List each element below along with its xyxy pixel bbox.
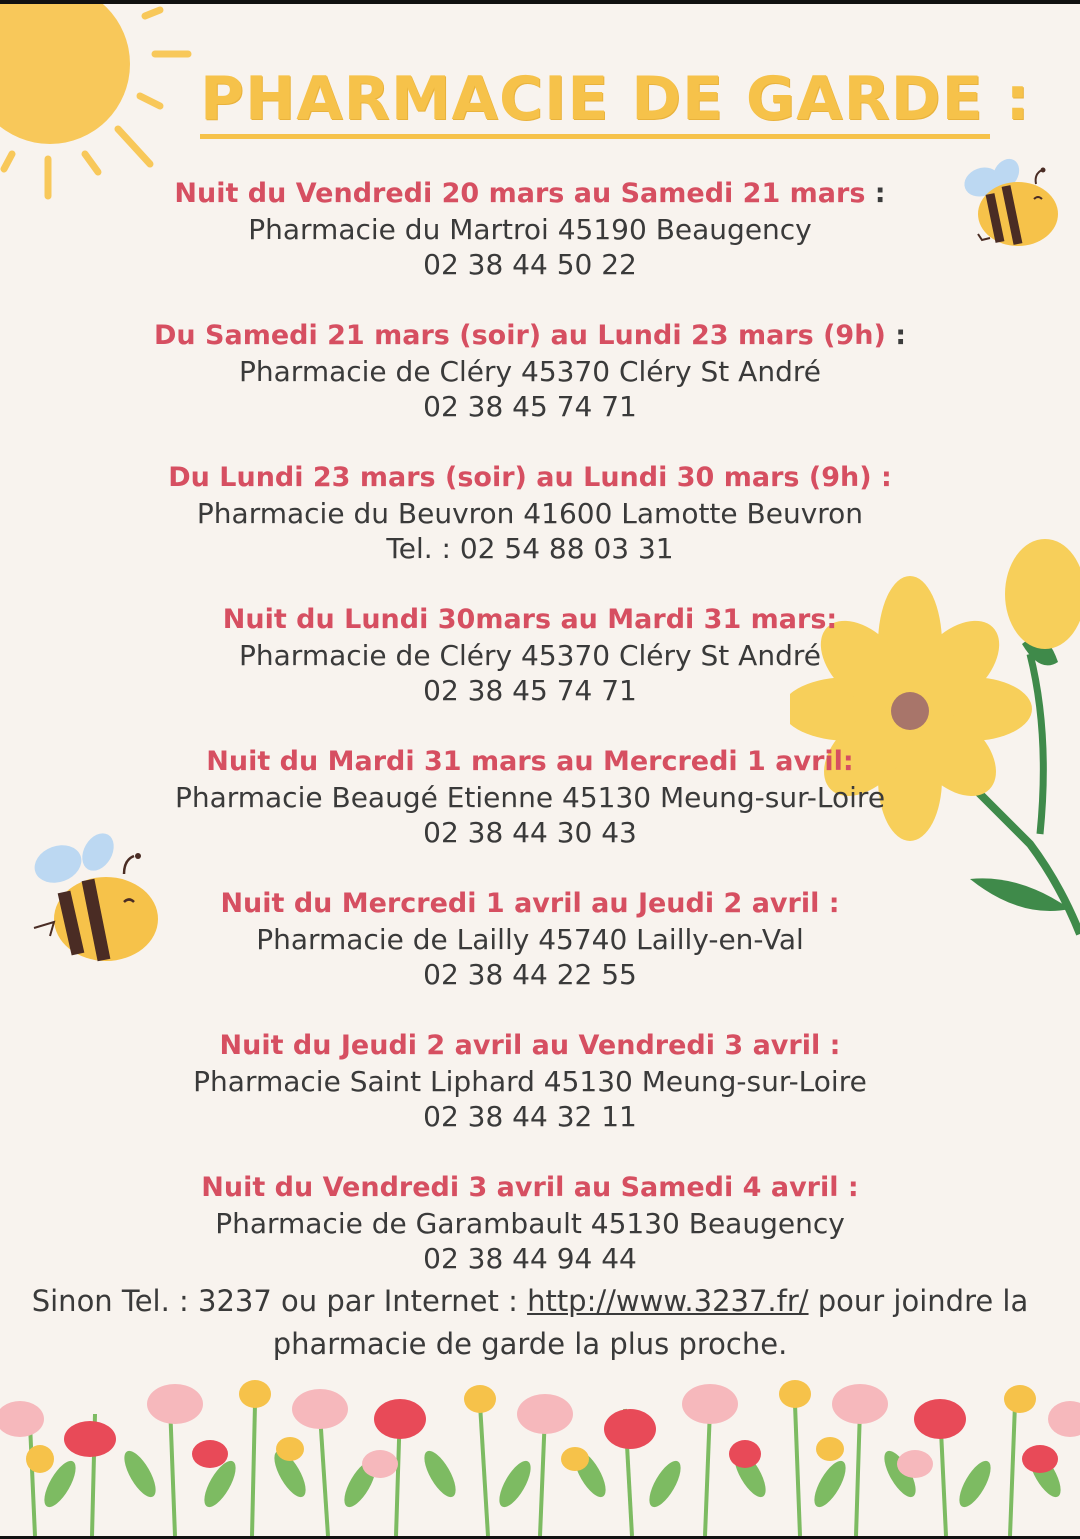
entry-heading — [0, 1170, 1060, 1206]
entry-heading — [0, 744, 1060, 780]
website-link[interactable]: http://www.3237.fr/ — [527, 1284, 809, 1318]
poster — [0, 4, 1080, 1536]
entry-heading — [0, 460, 1060, 496]
entry-dates: Du Lundi 23 mars (soir) au Lundi 30 mars (9h) : — [168, 462, 892, 493]
entry-dates: Du Samedi 21 mars (soir) au Lundi 23 mars (9h) — [154, 320, 886, 351]
entry-colon: : — [865, 178, 886, 209]
pharmacy-name: Pharmacie du Martroi 45190 Beaugency — [248, 213, 812, 246]
entry-dates: Nuit du Mercredi 1 avril au Jeudi 2 avril : — [220, 888, 840, 919]
list-item — [0, 886, 1060, 992]
list-item — [0, 602, 1060, 708]
pharmacy-list — [0, 176, 1060, 1312]
footer-note — [0, 1280, 1060, 1366]
pharmacy-name: Pharmacie du Beuvron 41600 Lamotte Beuvron — [196, 497, 864, 530]
flower-border-illustration — [0, 1364, 1080, 1536]
pharmacy-phone: Tel. : 02 54 88 03 31 — [386, 532, 674, 565]
pharmacy-phone: 02 38 44 94 44 — [423, 1242, 637, 1275]
pharmacy-phone: 02 38 44 22 55 — [423, 958, 637, 991]
pharmacy-name: Pharmacie de Lailly 45740 Lailly-en-Val — [256, 923, 804, 956]
entry-dates: Nuit du Vendredi 3 avril au Samedi 4 avril : — [201, 1172, 859, 1203]
pharmacy-name: Pharmacie de Cléry 45370 Cléry St André — [239, 639, 821, 672]
entry-heading — [0, 1028, 1060, 1064]
list-item — [0, 460, 1060, 566]
pharmacy-phone: 02 38 44 30 43 — [423, 816, 637, 849]
list-item — [0, 1170, 1060, 1276]
entry-heading — [0, 318, 1060, 354]
entry-dates: Nuit du Jeudi 2 avril au Vendredi 3 avril : — [219, 1030, 841, 1061]
pharmacy-name: Pharmacie Beaugé Etienne 45130 Meung-sur-Loire — [174, 781, 886, 814]
pharmacy-phone: 02 38 45 74 71 — [423, 390, 637, 423]
pharmacy-phone: 02 38 44 32 11 — [423, 1100, 637, 1133]
list-item — [0, 176, 1060, 282]
entry-heading — [0, 176, 1060, 212]
entry-colon: : — [885, 320, 906, 351]
pharmacy-phone: 02 38 44 50 22 — [423, 248, 637, 281]
footer-text: Sinon Tel. : 3237 ou par Internet : — [31, 1284, 528, 1318]
list-item — [0, 1028, 1060, 1134]
footer-text-end: pour joindre la pharmacie de garde la plus proche. — [272, 1284, 1029, 1361]
pharmacy-name: Pharmacie de Cléry 45370 Cléry St André — [239, 355, 821, 388]
list-item — [0, 318, 1060, 424]
list-item — [0, 744, 1060, 850]
pharmacy-phone: 02 38 45 74 71 — [423, 674, 637, 707]
entry-heading — [0, 886, 1060, 922]
page-title: PHARMACIE DE GARDE : — [200, 64, 990, 139]
entry-heading — [0, 602, 1060, 638]
pharmacy-name: Pharmacie Saint Liphard 45130 Meung-sur-Loire — [193, 1065, 867, 1098]
entry-dates: Nuit du Lundi 30mars au Mardi 31 mars: — [222, 604, 838, 635]
entry-dates: Nuit du Vendredi 20 mars au Samedi 21 mars — [174, 178, 866, 209]
pharmacy-name: Pharmacie de Garambault 45130 Beaugency — [215, 1207, 845, 1240]
entry-dates: Nuit du Mardi 31 mars au Mercredi 1 avril: — [206, 746, 854, 777]
